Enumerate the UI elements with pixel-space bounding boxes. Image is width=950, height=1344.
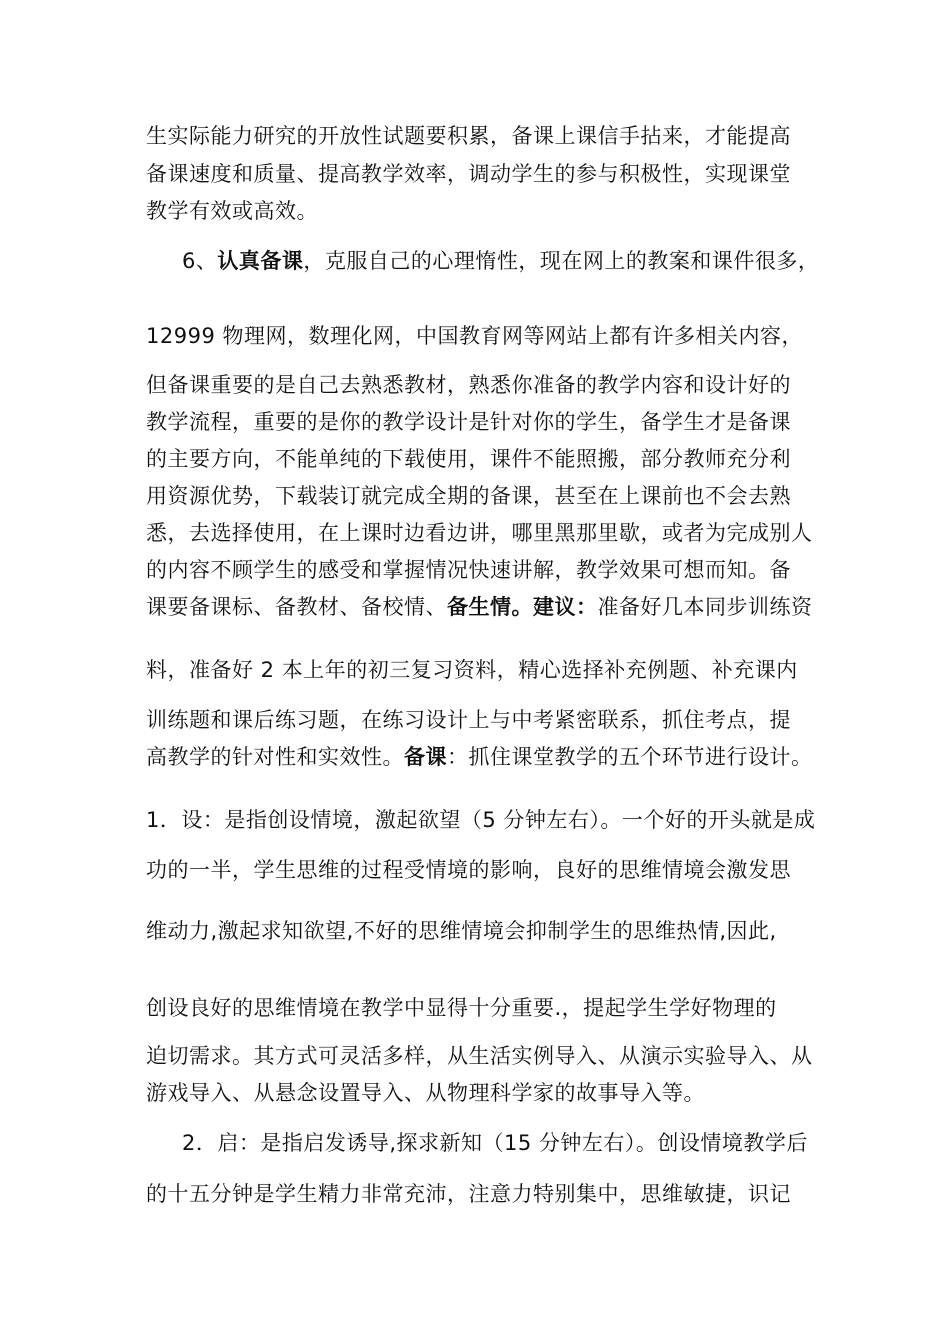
text-line bbox=[146, 656, 798, 684]
text-line bbox=[146, 994, 777, 1022]
text-line bbox=[146, 917, 777, 945]
text-segment: 课要备课标、备教材、备校情、 bbox=[146, 595, 447, 619]
text-segment: 12999 物理网，数理化网，中国教育网等网站上都有许多相关内容， bbox=[146, 324, 803, 348]
text-line bbox=[146, 371, 791, 399]
text-segment: 维动力,激起求知欲望,不好的思维情境会抑制学生的思维热情,因此, bbox=[146, 919, 777, 943]
text-segment: 迫切需求。其方式可灵活多样，从生活实例导入、从演示实验导入、从 bbox=[146, 1044, 813, 1068]
text-line bbox=[146, 322, 803, 350]
text-segment: 料，准备好 2 本上年的初三复习资料，精心选择补充例题、补充课内 bbox=[146, 658, 798, 682]
text-line bbox=[146, 445, 791, 473]
text-line bbox=[146, 160, 791, 188]
text-line bbox=[146, 482, 791, 510]
text-line bbox=[146, 593, 813, 621]
text-segment: ：抓住课堂教学的五个环节进行设计。 bbox=[447, 745, 813, 769]
text-line bbox=[182, 247, 819, 275]
text-line bbox=[146, 556, 791, 584]
text-segment: 用资源优势，下载装订就完成全期的备课，甚至在上课前也不会去熟 bbox=[146, 484, 791, 508]
text-segment: 的主要方向，不能单纯的下载使用，课件不能照搬，部分教师充分利 bbox=[146, 447, 791, 471]
text-segment: 训练题和课后练习题，在练习设计上与中考紧密联系，抓住考点，提 bbox=[146, 708, 791, 732]
text-segment: 教学有效或高效。 bbox=[146, 199, 318, 223]
text-segment: 但备课重要的是自己去熟悉教材，熟悉你准备的教学内容和设计好的 bbox=[146, 373, 791, 397]
text-line bbox=[146, 1079, 705, 1107]
text-line bbox=[146, 519, 813, 547]
text-line bbox=[182, 1129, 808, 1157]
text-line bbox=[146, 806, 815, 834]
text-segment: 的十五分钟是学生精力非常充沛，注意力特别集中，思维敏捷，识记 bbox=[146, 1182, 791, 1206]
text-segment: ，克服自己的心理惰性，现在网上的教案和课件很多， bbox=[303, 249, 820, 273]
text-line bbox=[146, 408, 791, 436]
text-segment: 教学流程，重要的是你的教学设计是针对你的学生，备学生才是备课 bbox=[146, 410, 791, 434]
text-segment: 游戏导入、从悬念设置导入、从物理科学家的故事导入等。 bbox=[146, 1081, 705, 1105]
text-line bbox=[146, 122, 791, 150]
text-line bbox=[146, 706, 791, 734]
text-segment: 悉，去选择使用，在上课时边看边讲，哪里黑那里歇，或者为完成别人 bbox=[146, 521, 813, 545]
text-segment: 1．设：是指创设情境，激起欲望（5 分钟左右）。一个好的开头就是成 bbox=[146, 808, 816, 832]
text-line bbox=[146, 856, 791, 884]
text-segment: 高教学的针对性和实效性。 bbox=[146, 745, 404, 769]
bold-text-segment: 备课 bbox=[404, 745, 447, 769]
text-segment: 功的一半，学生思维的过程受情境的影响，良好的思维情境会激发思 bbox=[146, 858, 791, 882]
bold-text-segment: 认真备课 bbox=[217, 249, 304, 273]
text-line bbox=[146, 1180, 791, 1208]
text-segment: 6、 bbox=[182, 249, 218, 273]
bold-text-segment: 备生情。建议： bbox=[447, 595, 598, 619]
text-line bbox=[146, 197, 318, 225]
text-segment: 创设良好的思维情境在教学中显得十分重要.，提起学生学好物理的 bbox=[146, 996, 777, 1020]
text-segment: 准备好几本同步训练资 bbox=[597, 595, 813, 619]
text-line bbox=[146, 743, 813, 771]
text-segment: 2．启：是指启发诱导,探求新知（15 分钟左右）。创设情境教学后 bbox=[182, 1131, 808, 1155]
text-segment: 备课速度和质量、提高教学效率，调动学生的参与积极性，实现课堂 bbox=[146, 162, 791, 186]
text-segment: 生实际能力研究的开放性试题要积累，备课上课信手拈来，才能提高 bbox=[146, 124, 791, 148]
text-segment: 的内容不顾学生的感受和掌握情况快速讲解，教学效果可想而知。备 bbox=[146, 558, 791, 582]
text-line bbox=[146, 1042, 813, 1070]
